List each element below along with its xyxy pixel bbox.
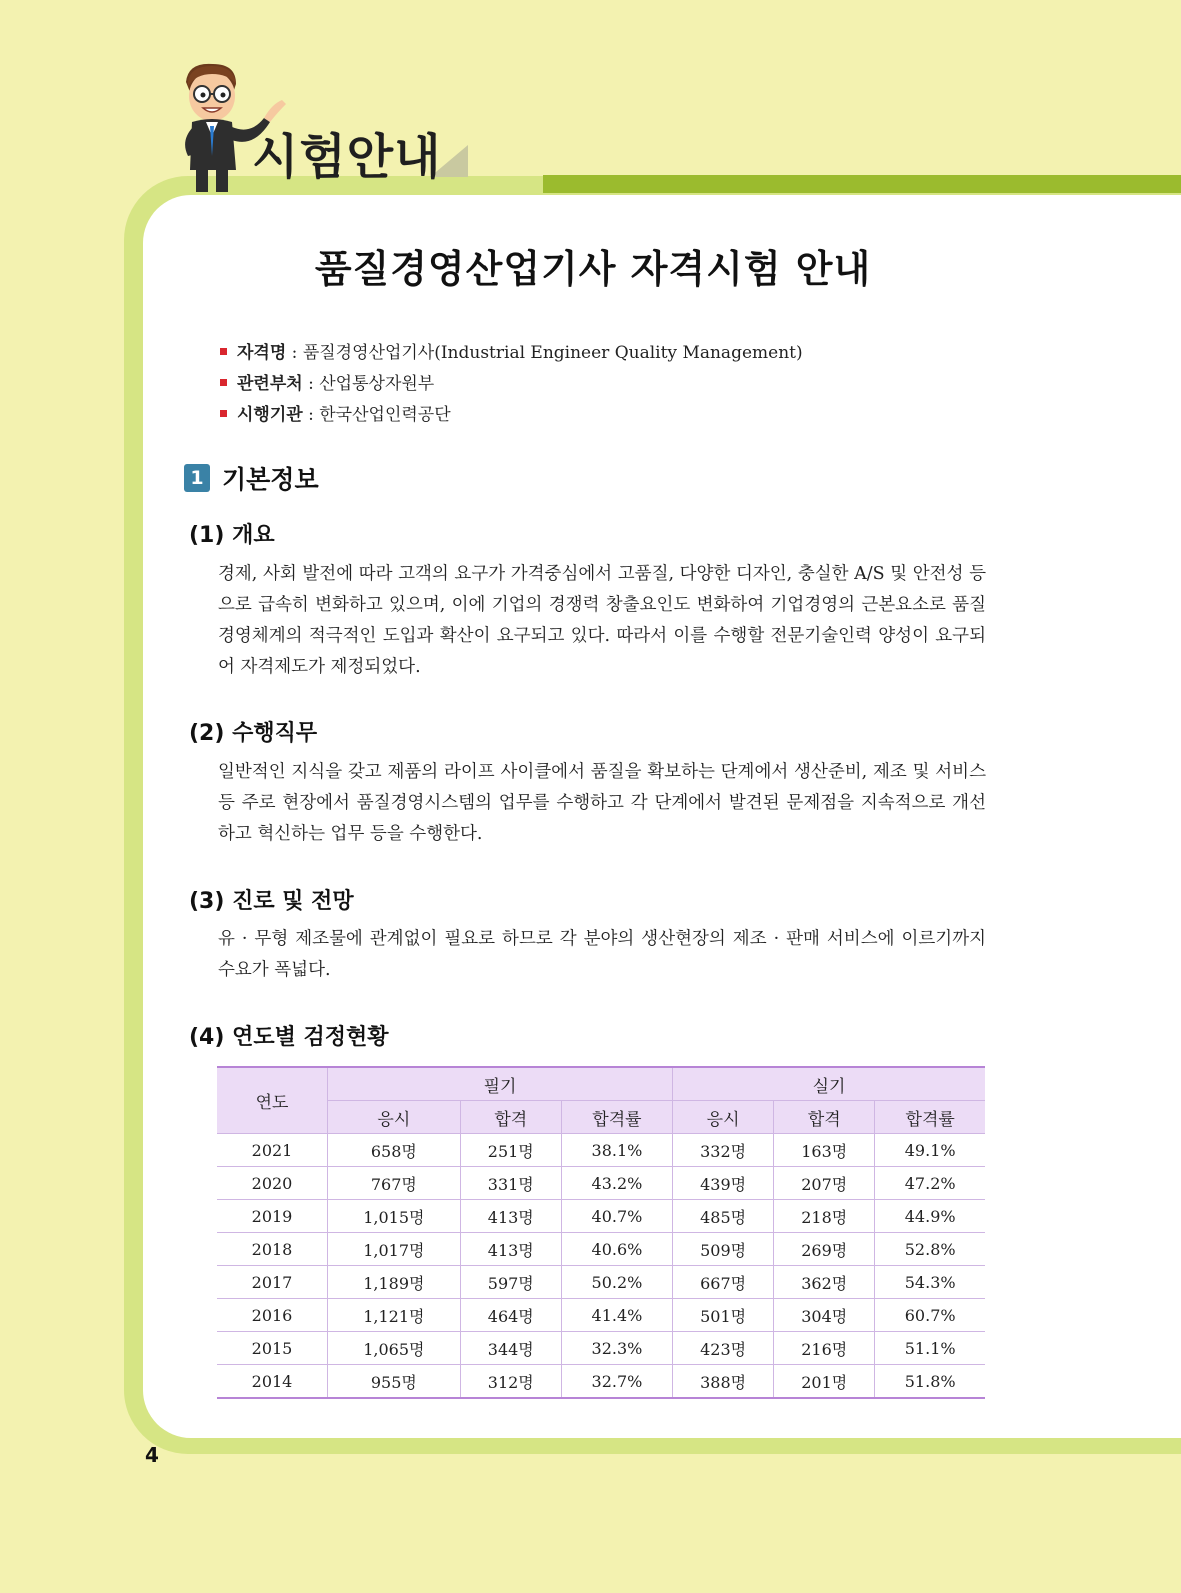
table-cell: 464명 [460, 1299, 561, 1332]
subsection-text: 일반적인 지식을 갖고 제품의 라이프 사이클에서 품질을 확보하는 단계에서 생산준비, 제조 및 서비스 등 주로 현장에서 품질경영시스템의 업무를 수행하고 각 단계에서 발견된 문제점을 지속적으로 개선하고 혁신하는 업무 등을 수행한다. [218, 762, 986, 844]
table-row [217, 1233, 985, 1266]
table-cell: 413명 [460, 1233, 561, 1266]
table-cell: 312명 [460, 1365, 561, 1399]
table-cell-year: 2017 [217, 1266, 328, 1299]
table-cell: 269명 [774, 1233, 875, 1266]
table-cell: 52.8% [875, 1233, 985, 1266]
table-cell: 509명 [673, 1233, 774, 1266]
table-cell: 54.3% [875, 1266, 985, 1299]
table-cell: 163명 [774, 1134, 875, 1167]
page-title: 품질경영산업기사 자격시험 안내 [314, 247, 872, 291]
table-cell: 51.8% [875, 1365, 985, 1399]
table-cell-year: 2019 [217, 1200, 328, 1233]
table-cell: 501명 [673, 1299, 774, 1332]
table-cell: 331명 [460, 1167, 561, 1200]
table-subheader: 응시 [328, 1101, 461, 1134]
table-cell: 767명 [328, 1167, 461, 1200]
table-cell: 362명 [774, 1266, 875, 1299]
table-cell: 423명 [673, 1332, 774, 1365]
section-tab-title: 시험안내 [252, 129, 442, 185]
table-cell: 32.3% [561, 1332, 672, 1365]
section-heading [184, 460, 319, 496]
info-value: 산업통상자원부 [319, 374, 435, 394]
info-label: 시행기관 [237, 405, 303, 425]
subsection-heading: (2) 수행직무 [189, 721, 318, 746]
info-label: 자격명 [237, 343, 287, 363]
table-cell-year: 2018 [217, 1233, 328, 1266]
table-cell: 955명 [328, 1365, 461, 1399]
table-header-group: 실기 [673, 1067, 986, 1101]
table-header-group: 필기 [328, 1067, 673, 1101]
table-cell: 439명 [673, 1167, 774, 1200]
info-label: 관련부처 [237, 374, 303, 394]
table-cell: 60.7% [875, 1299, 985, 1332]
table-cell: 667명 [673, 1266, 774, 1299]
section-title: 기본정보 [222, 465, 319, 494]
table-subheader: 응시 [673, 1101, 774, 1134]
header-bar [543, 175, 1181, 193]
table-cell: 41.4% [561, 1299, 672, 1332]
subsection-heading: (1) 개요 [189, 523, 275, 548]
table-cell-year: 2014 [217, 1365, 328, 1399]
table-row [217, 1266, 985, 1299]
table-subheader: 합격률 [875, 1101, 985, 1134]
table-cell: 1,015명 [328, 1200, 461, 1233]
table-cell-year: 2016 [217, 1299, 328, 1332]
bullet-square-icon [220, 348, 227, 355]
table-cell: 485명 [673, 1200, 774, 1233]
table-subheader: 합격 [774, 1101, 875, 1134]
table-cell: 40.7% [561, 1200, 672, 1233]
table-cell: 50.2% [561, 1266, 672, 1299]
table-cell: 207명 [774, 1167, 875, 1200]
table-cell: 40.6% [561, 1233, 672, 1266]
table-row [217, 1299, 985, 1332]
table-cell: 332명 [673, 1134, 774, 1167]
table-cell-year: 2021 [217, 1134, 328, 1167]
table-cell: 344명 [460, 1332, 561, 1365]
subsection-text: 유 · 무형 제조물에 관계없이 필요로 하므로 각 분야의 생산현장의 제조 · 판매 서비스에 이르기까지 수요가 폭넓다. [218, 929, 986, 980]
info-item: 시행기관 : 한국산업인력공단 [220, 400, 803, 431]
table-cell: 388명 [673, 1365, 774, 1399]
table-cell: 201명 [774, 1365, 875, 1399]
table-cell: 216명 [774, 1332, 875, 1365]
table-cell: 43.2% [561, 1167, 672, 1200]
info-item: 자격명 : 품질경영산업기사(Industrial Engineer Quality Management) [220, 338, 803, 369]
subsection-heading: (3) 진로 및 전망 [189, 889, 354, 914]
table-cell: 597명 [460, 1266, 561, 1299]
table-cell: 51.1% [875, 1332, 985, 1365]
table-cell: 218명 [774, 1200, 875, 1233]
table-cell: 1,121명 [328, 1299, 461, 1332]
table-cell: 49.1% [875, 1134, 985, 1167]
table-cell-year: 2020 [217, 1167, 328, 1200]
table-cell: 1,017명 [328, 1233, 461, 1266]
table-subheader: 합격률 [561, 1101, 672, 1134]
exam-stats-table [217, 1066, 985, 1399]
table-cell: 413명 [460, 1200, 561, 1233]
table-row [217, 1167, 985, 1200]
table-cell: 1,065명 [328, 1332, 461, 1365]
table-body [217, 1134, 985, 1399]
table-header-year: 연도 [217, 1067, 328, 1134]
subsection-heading: (4) 연도별 검정현황 [189, 1025, 389, 1050]
table-cell: 38.1% [561, 1134, 672, 1167]
table-row [217, 1365, 985, 1399]
table-cell: 44.9% [875, 1200, 985, 1233]
info-item: 관련부처 : 산업통상자원부 [220, 369, 803, 400]
bullet-square-icon [220, 379, 227, 386]
table-subheader: 합격 [460, 1101, 561, 1134]
table-cell: 47.2% [875, 1167, 985, 1200]
table-cell: 1,189명 [328, 1266, 461, 1299]
table-row [217, 1134, 985, 1167]
table-cell-year: 2015 [217, 1332, 328, 1365]
table-row [217, 1200, 985, 1233]
info-list [220, 338, 803, 431]
section-number-badge: 1 [184, 464, 210, 492]
page-number: 4 [145, 1443, 159, 1467]
subsection-text: 경제, 사회 발전에 따라 고객의 요구가 가격중심에서 고품질, 다양한 디자인, 충실한 A/S 및 안전성 등으로 급속히 변화하고 있으며, 이에 기업의 경쟁력 창출요인도 변화하여 기업경영의 근본요소로 품질경영체계의 적극적인 도입과 확산이 요구되고 있다. 따라서 이를 수행할 전문기술인력 양성이 요구되어 자격제도가 제정되었다. [218, 564, 986, 677]
info-value: 한국산업인력공단 [319, 405, 451, 425]
bullet-square-icon [220, 410, 227, 417]
table-cell: 32.7% [561, 1365, 672, 1399]
info-value: 품질경영산업기사(Industrial Engineer Quality Management) [302, 343, 803, 363]
table-cell: 251명 [460, 1134, 561, 1167]
table-cell: 304명 [774, 1299, 875, 1332]
table-row [217, 1332, 985, 1365]
table-cell: 658명 [328, 1134, 461, 1167]
